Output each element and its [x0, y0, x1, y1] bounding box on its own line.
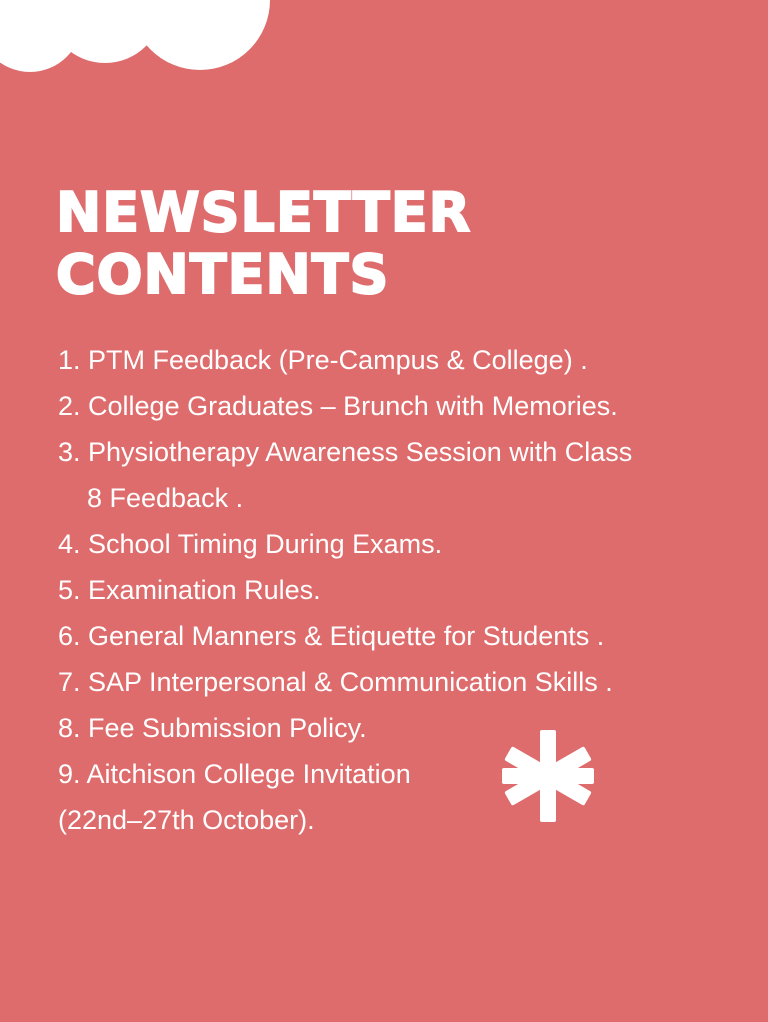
list-item-text: 8. Fee Submission Policy.	[58, 713, 367, 743]
list-item	[58, 337, 748, 383]
page-title	[56, 182, 471, 306]
list-item	[58, 521, 748, 567]
list-item-text: 9. Aitchison College Invitation	[58, 759, 411, 789]
list-item-text: 1. PTM Feedback (Pre-Campus & College) .	[58, 345, 588, 375]
list-item-continuation: 8 Feedback .	[87, 483, 244, 513]
cloud-shape	[0, 0, 280, 80]
title-line-2: CONTENTS	[56, 243, 390, 306]
list-item	[58, 751, 748, 843]
contents-list	[58, 337, 748, 843]
list-item	[58, 613, 748, 659]
list-item-continuation: (22nd–27th October).	[58, 805, 315, 835]
list-item-text: 4. School Timing During Exams.	[58, 529, 443, 559]
title-line-1: NEWSLETTER	[56, 181, 472, 244]
list-item	[58, 659, 748, 705]
list-item-text: 2. College Graduates – Brunch with Memories.	[58, 391, 618, 421]
list-item-text: 7. SAP Interpersonal & Communication Skills .	[58, 667, 613, 697]
asterisk-icon	[500, 728, 596, 824]
list-item-text: 3. Physiotherapy Awareness Session with Class	[58, 437, 633, 467]
list-item	[58, 567, 748, 613]
list-item	[58, 705, 748, 751]
list-item-text: 5. Examination Rules.	[58, 575, 321, 605]
list-item	[58, 429, 748, 521]
list-item	[58, 383, 748, 429]
list-item-text: 6. General Manners & Etiquette for Students .	[58, 621, 605, 651]
